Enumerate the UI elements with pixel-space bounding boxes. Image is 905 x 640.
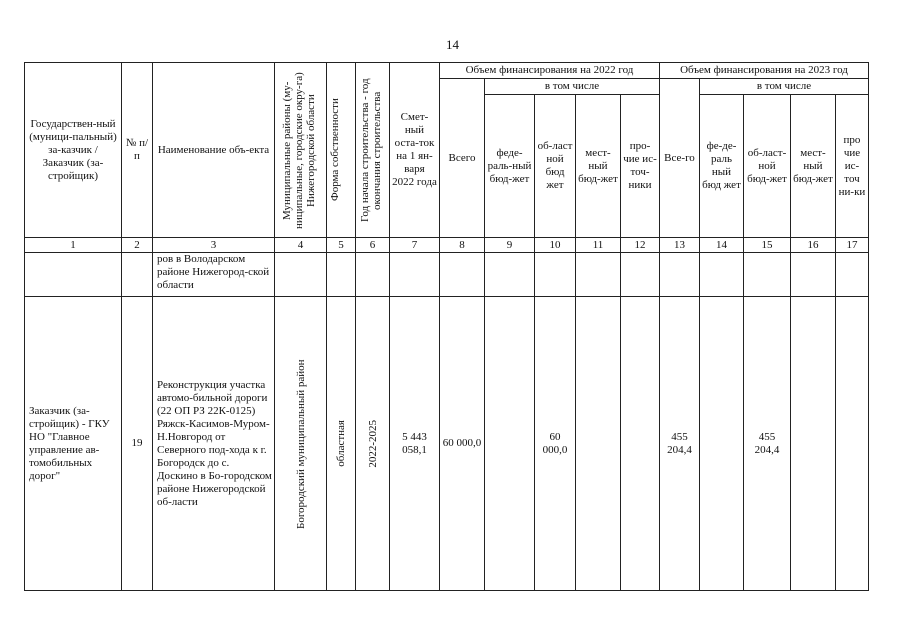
row-local-2022 xyxy=(576,297,621,591)
row-regional-2022: 60 000,0 xyxy=(535,297,576,591)
col-number: 1 xyxy=(25,238,122,253)
row-total-2022: 60 000,0 xyxy=(440,297,485,591)
cont-cell xyxy=(122,253,153,297)
header-ownership xyxy=(327,63,356,238)
cont-cell xyxy=(836,253,869,297)
header-row-1 xyxy=(25,63,869,79)
col-number: 12 xyxy=(621,238,660,253)
row-district-text: Богородский муниципальный район xyxy=(294,358,307,529)
row-federal-2023 xyxy=(700,297,744,591)
header-including-2022: в том числе xyxy=(485,79,660,95)
header-including-2023: в том числе xyxy=(700,79,869,95)
cont-cell xyxy=(621,253,660,297)
column-number-row xyxy=(25,238,869,253)
financing-table xyxy=(24,62,869,591)
cont-cell xyxy=(327,253,356,297)
row-object-name: Реконструкция участка автомо-бильной дороги (22 ОП РЗ 22К-0125) Ряжск-Касимов-Муром-Н.Новгород от Северного под-хода к г. Богородск до с. Доскино в Бо-городском районе Нижегородской об-ласти xyxy=(153,297,275,591)
header-fin-2023: Объем финансирования на 2023 год xyxy=(660,63,869,79)
cont-cell xyxy=(660,253,700,297)
header-districts xyxy=(275,63,327,238)
col-number: 3 xyxy=(153,238,275,253)
cont-cell xyxy=(390,253,440,297)
col-number: 13 xyxy=(660,238,700,253)
header-federal-2023: фе-де-раль ный бюд жет xyxy=(700,95,744,238)
row-other-2023 xyxy=(836,297,869,591)
col-number: 6 xyxy=(356,238,390,253)
row-years-text: 2022-2025 xyxy=(366,419,379,468)
row-years xyxy=(356,297,390,591)
col-number: 15 xyxy=(744,238,791,253)
header-total-2022: Всего xyxy=(440,79,485,238)
header-federal-2022: феде-раль-ный бюд-жет xyxy=(485,95,535,238)
header-remaining: Смет-ный оста-ток на 1 ян-варя 2022 года xyxy=(390,63,440,238)
cont-cell xyxy=(25,253,122,297)
col-number: 14 xyxy=(700,238,744,253)
col-number: 10 xyxy=(535,238,576,253)
header-years xyxy=(356,63,390,238)
row-other-2022 xyxy=(621,297,660,591)
col-number: 4 xyxy=(275,238,327,253)
col-number: 2 xyxy=(122,238,153,253)
header-ownership-text: Форма собственности xyxy=(329,98,341,202)
row-local-2023 xyxy=(791,297,836,591)
col-number: 9 xyxy=(485,238,535,253)
col-number: 17 xyxy=(836,238,869,253)
col-number: 5 xyxy=(327,238,356,253)
header-other-2022: про-чие ис-точ-ники xyxy=(621,95,660,238)
header-customer: Государствен-ный (муници-пальный) за-казчик / Заказчик (за-стройщик) xyxy=(25,63,122,238)
header-other-2023: про чие ис-точ ни-ки xyxy=(836,95,869,238)
row-district xyxy=(275,297,327,591)
row-remaining: 5 443 058,1 xyxy=(390,297,440,591)
col-number: 7 xyxy=(390,238,440,253)
header-regional-2022: об-ласт ной бюд жет xyxy=(535,95,576,238)
table-row xyxy=(25,297,869,591)
header-years-text: Год начала строительства - год окончания строительства xyxy=(358,78,383,222)
cont-cell xyxy=(275,253,327,297)
header-districts-text: Муниципальные районы (му-ниципальные, городские окру-га) Нижегородской области xyxy=(280,71,317,229)
cont-cell xyxy=(485,253,535,297)
row-total-2023: 455 204,4 xyxy=(660,297,700,591)
header-regional-2023: об-ласт-ной бюд-жет xyxy=(744,95,791,238)
cont-cell xyxy=(791,253,836,297)
row-federal-2022 xyxy=(485,297,535,591)
col-number: 16 xyxy=(791,238,836,253)
col-number: 11 xyxy=(576,238,621,253)
row-ownership xyxy=(327,297,356,591)
page-number: 14 xyxy=(446,37,459,52)
cont-cell xyxy=(744,253,791,297)
header-local-2023: мест-ный бюд-жет xyxy=(791,95,836,238)
row-ownership-text: областная xyxy=(335,420,347,467)
cont-cell xyxy=(576,253,621,297)
cont-cell xyxy=(356,253,390,297)
cont-cell xyxy=(440,253,485,297)
header-total-2023: Все-го xyxy=(660,79,700,238)
cont-cell xyxy=(535,253,576,297)
header-object-name: Наименование объ-екта xyxy=(153,63,275,238)
row-regional-2023: 455 204,4 xyxy=(744,297,791,591)
header-fin-2022: Объем финансирования на 2022 год xyxy=(440,63,660,79)
col-number: 8 xyxy=(440,238,485,253)
row-num: 19 xyxy=(122,297,153,591)
header-num: № п/п xyxy=(122,63,153,238)
continuation-row xyxy=(25,253,869,297)
row-customer: Заказчик (за-стройщик) - ГКУ НО "Главное управление ав-томобильных дорог" xyxy=(25,297,122,591)
cont-object-name: ров в Володарском районе Нижегород-ской области xyxy=(153,253,275,297)
cont-cell xyxy=(700,253,744,297)
header-local-2022: мест-ный бюд-жет xyxy=(576,95,621,238)
